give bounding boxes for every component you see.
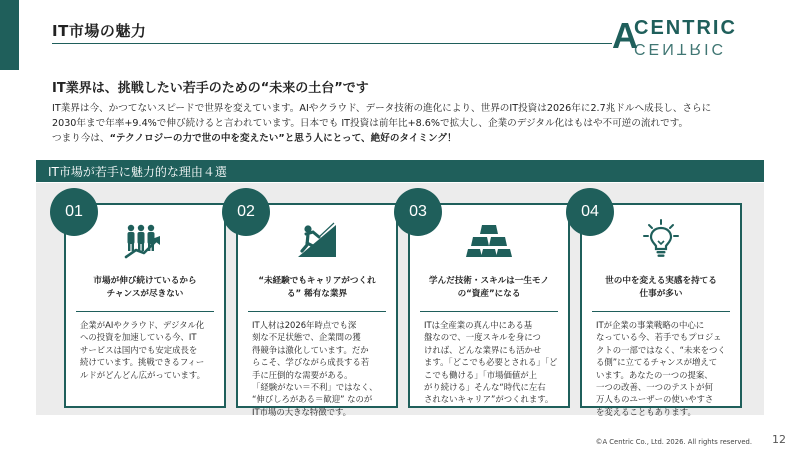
card-number: 02 — [237, 203, 255, 220]
intro-line-3 — [52, 131, 772, 146]
intro-line-3-prefix: つまり今は、 — [52, 133, 110, 144]
climbing-person-icon — [294, 219, 340, 259]
growth-people-icon — [122, 219, 168, 259]
card-title: 市場が伸び続けているから チャンスが尽きない — [93, 276, 197, 299]
logo-mark: A — [612, 15, 638, 56]
corner-accent-bar — [0, 0, 19, 70]
card-body: ITが企業の事業戦略の中心に なっている今、若手でもプロジェ クトの一部ではなく、“未来をつく る側”に立てるチャンスが増えて います。あなたの一つの提案、 一つの改善、一つのテストが何 万人ものユーザーの使いやすさ を変えることもあります。 — [596, 320, 726, 417]
reason-card-1 — [64, 203, 226, 408]
card-divider — [248, 311, 386, 312]
intro-line-3-emphasis: “テクノロジーの力で世の中を変えたい”と思う人にとって、絶好のタイミング！ — [109, 133, 457, 144]
copyright: ©A Centric Co., Ltd. 2026. All rights reserved. — [595, 438, 752, 446]
card-number: 03 — [409, 203, 427, 220]
card-body: ITは全産業の真ん中にある基 盤なので、一度スキルを身につ ければ、どんな業界にも活かせ ます。「どこでも必要とされる」「ど こでも働ける」「市場価値が上 がり続ける」そんな“時代に左右 されないキャリア”がつくれます。 — [424, 320, 558, 405]
card-title: 世の中を変える実感を持てる 仕事が多い — [605, 276, 717, 299]
section-title: IT市場が若手に魅力的な理由４選 — [48, 165, 227, 179]
headline: IT業界は、挑戦したい若手のための“未来の土台”です — [52, 81, 369, 96]
reason-card-3 — [408, 203, 570, 408]
number-badge — [394, 188, 442, 236]
card-title: “未経験でもキャリアがつくれ る” 稀有な業界 — [258, 276, 376, 299]
card-divider — [76, 311, 214, 312]
reasons-panel — [36, 183, 764, 415]
logo-wordmark-mirrored: CENTRIC — [634, 40, 727, 57]
page-title: IT市場の魅力 — [52, 22, 147, 40]
card-number: 04 — [581, 203, 599, 220]
lightbulb-icon — [638, 219, 684, 259]
reason-card-4 — [580, 203, 742, 417]
gold-bars-icon — [466, 219, 512, 259]
card-body: IT人材は2026年時点でも深 刻な不足状態で、企業間の獲 得競争は激化しています。だか らこそ、学びながら成長する若 手に圧倒的な需要がある。 「経験がない＝不利」ではなく、 “伸びしろがある＝歓迎” なのが IT市場の大きな特徴です。 — [252, 320, 378, 417]
card-title: 学んだ技術・スキルは一生モノ の“資産”になる — [428, 276, 550, 299]
number-badge — [50, 188, 98, 236]
number-badge — [222, 188, 270, 236]
logo-wordmark: CENTRIC — [634, 17, 737, 39]
intro-line-2: 2030年まで年率+9.4%で伸び続けると言われています。日本でも IT投資は前年比+8.6%で拡大し、企業のデジタル化はもはや不可逆の流れです。 — [52, 118, 689, 129]
card-number: 01 — [65, 203, 83, 220]
card-divider — [420, 311, 558, 312]
card-divider — [592, 311, 730, 312]
intro-paragraph — [52, 101, 772, 146]
number-badge — [566, 188, 614, 236]
section-header — [36, 160, 764, 182]
title-divider — [52, 43, 612, 44]
company-logo — [612, 14, 772, 56]
intro-line-1: IT業界は今、かつてないスピードで世界を変えています。AIやクラウド、データ技術の進化により、世界のIT投資は2026年に2.7兆ドルへ成長し、さらに — [52, 103, 712, 114]
page-number: 12 — [772, 433, 786, 446]
reason-card-2 — [236, 203, 398, 417]
card-body: 企業がAIやクラウド、デジタル化 への投資を加速している今、IT サービスは国内でも安定成長を 続けています。挑戦できるフィー ルドがどんどん広がっています。 — [80, 320, 205, 380]
